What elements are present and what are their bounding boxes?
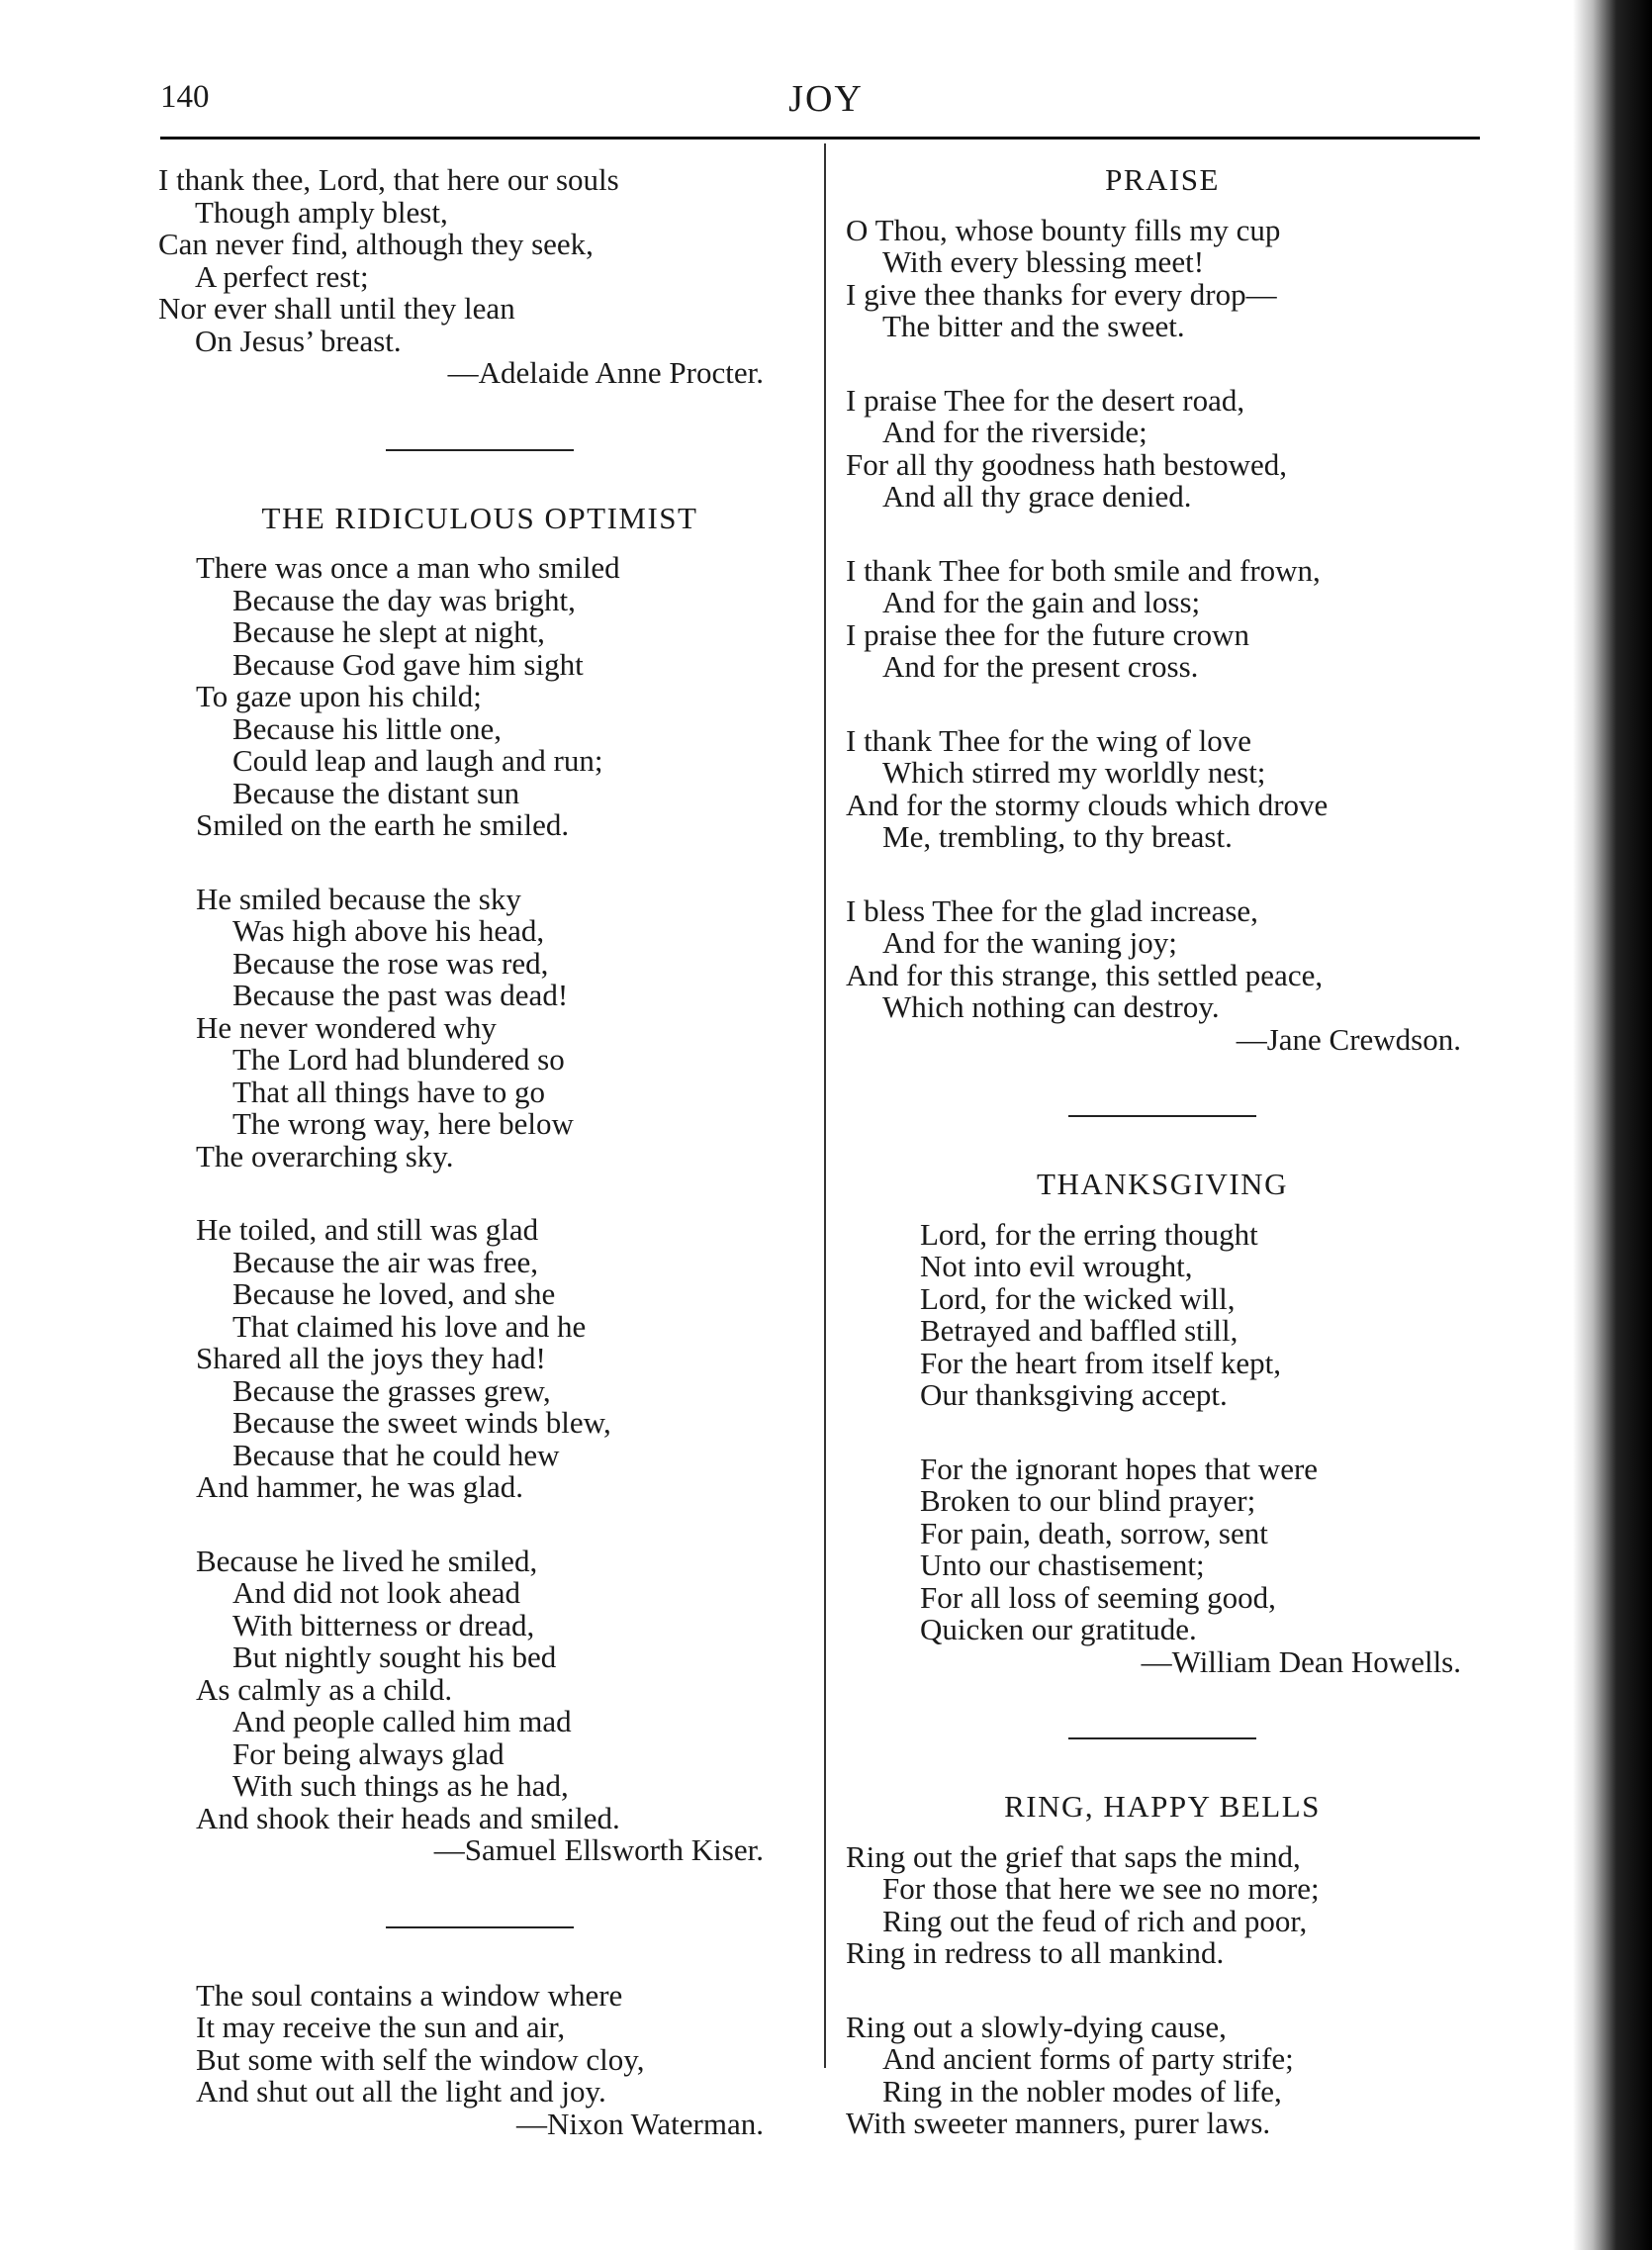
poem-line: Broken to our blind prayer; [920,1483,1256,1518]
poem-line: To gaze upon his child; [196,679,482,713]
section-separator [386,449,574,451]
poem-line: Ring out a slowly-dying cause, [846,2009,1227,2044]
stanza [846,1216,1479,1412]
stanza [846,892,1479,1057]
poem-line: But nightly sought his bed [232,1640,557,1674]
poem-line: With sweeter manners, purer laws. [846,2106,1271,2140]
stanza [846,1838,1479,1970]
poem-line: That claimed his love and he [232,1308,587,1344]
waterman-poem [158,1977,801,2141]
poem-line: With bitterness or dread, [232,1607,535,1642]
poem-line: There was once a man who smiled [196,550,620,585]
poem-line: For all thy goodness hath bestowed, [846,446,1288,482]
poem-line: And for the riverside; [882,415,1147,449]
poem-line: Me, trembling, to thy breast. [882,819,1233,854]
poem-line: I praise Thee for the desert road, [846,382,1245,418]
stanza [158,1214,801,1504]
header-rule [160,137,1480,140]
poem-line: And hammer, he was glad. [196,1469,524,1504]
page-number: 140 [160,79,210,115]
poem-line: For the ignorant hopes that were [920,1451,1319,1486]
poem-line: For those that here we see no more; [882,1871,1320,1906]
thanksgiving-poem [846,1169,1479,1678]
poem-line: Because the past was dead! [232,978,569,1012]
poem-line: Which stirred my worldly nest; [882,755,1266,790]
section-separator [1068,1737,1256,1739]
poem-line: The wrong way, here below [232,1106,574,1141]
poem-line: Because his little one, [232,710,503,746]
stanza [158,1543,801,1867]
stanza [846,212,1479,343]
poem-line: Ring in redress to all mankind. [846,1935,1225,1970]
running-title: JOY [788,78,864,120]
stanza [846,1453,1479,1646]
poem-line: And for the gain and loss; [882,585,1201,619]
poem-line: The Lord had blundered so [232,1042,565,1077]
poem-title: THE RIDICULOUS OPTIMIST [261,500,698,535]
attribution: —Nixon Waterman. [515,2106,764,2141]
attribution: —William Dean Howells. [1141,1643,1461,1679]
stanza [846,2009,1479,2140]
poem-line: The soul contains a window where [196,1977,623,2013]
poem-line: I bless Thee for the glad increase, [846,892,1258,928]
poem-line: As calmly as a child. [196,1671,453,1707]
stanza [158,881,801,1173]
poem-line: Because he loved, and she [232,1276,556,1311]
poem-line: He toiled, and still was glad [196,1212,539,1247]
poem-line: Because the distant sun [232,775,520,810]
poem-line: Ring in the nobler modes of life, [882,2073,1282,2109]
poem-line: Which nothing can destroy. [882,989,1220,1024]
poem-line: For being always glad [232,1735,505,1771]
poem-line: And shook their heads and smiled. [196,1800,620,1835]
attribution: —Jane Crewdson. [1236,1021,1461,1057]
left-column [158,164,801,2140]
poem-line: With every blessing meet! [882,244,1205,279]
poem-line: On Jesus’ breast. [195,323,402,358]
poem-line: Shared all the joys they had! [196,1341,546,1375]
poem-line: Lord, for the wicked will, [920,1280,1236,1316]
poem-line: Betrayed and baffled still, [920,1313,1239,1348]
procter-poem [158,164,801,390]
poem-line: That all things have to go [232,1074,545,1109]
poem-line: Ring out the grief that saps the mind, [846,1838,1301,1874]
poem-line: Because he slept at night, [232,614,545,649]
poem-line: And for the waning joy; [882,925,1177,960]
section-separator [1068,1115,1256,1117]
poem-line: For pain, death, sorrow, sent [920,1515,1268,1550]
poem-line: He smiled because the sky [196,881,521,916]
poem-line: Because the air was free, [232,1244,538,1279]
section-separator [386,1926,574,1928]
poem-line: Our thanksgiving accept. [920,1377,1228,1412]
right-column [846,164,1479,2140]
poem-line: The bitter and the sweet. [882,309,1185,343]
poem-line: Because he lived he smiled, [196,1543,538,1578]
poem-line: Was high above his head, [232,913,545,948]
page-edge-shadow [1573,0,1652,2250]
poem-line: Lord, for the erring thought [920,1216,1258,1252]
poem-line: Because the rose was red, [232,945,549,981]
poem-line: It may receive the sun and air, [196,2010,566,2044]
stanza [846,722,1479,854]
poem-line: Unto our chastisement; [920,1547,1205,1582]
stanza [158,552,801,842]
poem-line: Smiled on the earth he smiled. [196,807,570,842]
poem-line: He never wondered why [196,1009,497,1045]
poem-line: And ancient forms of party strife; [882,2041,1294,2076]
poem-line: Nor ever shall until they lean [158,291,515,326]
poem-title: THANKSGIVING [1037,1167,1288,1201]
poem-line: Ring out the feud of rich and poor, [882,1903,1308,1938]
poem-line: And for the stormy clouds which drove [846,787,1329,822]
attribution: —Samuel Ellsworth Kiser. [433,1832,764,1867]
poem-line: Because the day was bright, [232,582,576,617]
poem-line: I thank Thee for the wing of love [846,722,1252,758]
column-divider [824,143,826,2068]
poem-line: Though amply blest, [195,194,448,230]
poem-line: Because God gave him sight [232,646,584,682]
attribution: —Adelaide Anne Procter. [447,355,764,390]
poem-line: And for this strange, this settled peace, [846,957,1324,992]
poem-line: Can never find, although they seek, [158,227,594,261]
poem-line: Because that he could hew [232,1437,560,1472]
poem-line: O Thou, whose bounty fills my cup [846,212,1281,247]
poem-line: But some with self the window cloy, [196,2041,645,2077]
poem-line: And shut out all the light and joy. [196,2074,606,2109]
poem-line: I thank thee, Lord, that here our souls [158,162,619,197]
poem-line: And all thy grace denied. [882,479,1192,514]
poem-line: Could leap and laugh and run; [232,743,603,778]
stanza [846,552,1479,684]
poem-line: With such things as he had, [232,1768,569,1803]
poem-line: And for the present cross. [882,649,1199,684]
poem-line: For the heart from itself kept, [920,1345,1282,1380]
poem-line: Because the grasses grew, [232,1372,551,1408]
stanza [846,382,1479,514]
poem-line: I thank Thee for both smile and frown, [846,552,1321,588]
poem-line: I praise thee for the future crown [846,616,1249,652]
poem-line: A perfect rest; [195,258,369,294]
poem-line: Not into evil wrought, [920,1249,1193,1283]
poem-line: I give thee thanks for every drop— [846,276,1277,312]
poem-line: And people called him mad [232,1704,572,1738]
poem-title: RING, HAPPY BELLS [1004,1789,1321,1824]
poem-line: Quicken our gratitude. [920,1612,1197,1646]
poem-line: For all loss of seeming good, [920,1579,1276,1615]
poem-line: And did not look ahead [232,1575,521,1610]
poem-line: Because the sweet winds blew, [232,1405,611,1440]
poem-title: PRAISE [1105,162,1220,197]
poem-line: The overarching sky. [196,1138,454,1173]
